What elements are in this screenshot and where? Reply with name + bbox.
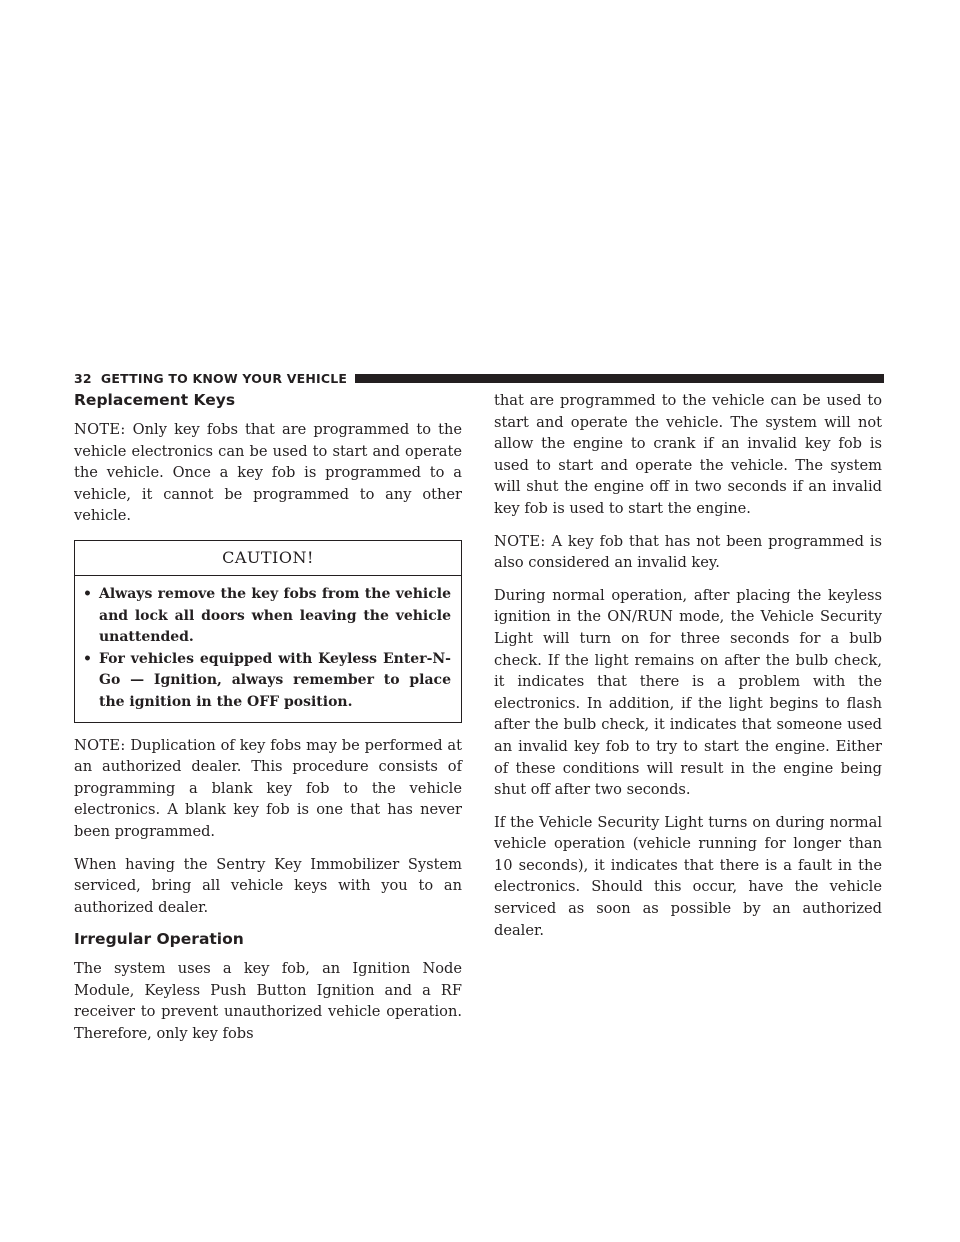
note-label: NOTE: [74, 736, 126, 754]
service-paragraph: When having the Sentry Key Immobilizer System serviced, bring all vehicle keys with you to an authorized dealer. [74, 855, 462, 916]
caution-list [75, 576, 461, 722]
irregular-operation-heading: Irregular Operation [74, 930, 244, 949]
header-rule [355, 374, 884, 383]
invalid-key-note [494, 531, 882, 574]
note-label: NOTE: [494, 532, 546, 550]
replacement-keys-note [74, 419, 462, 527]
bullet-icon: • [83, 650, 92, 667]
note-text: A key fob that has not been programmed is also considered an invalid key. [494, 532, 882, 572]
continuation-paragraph: that are programmed to the vehicle can be used to start and operate the vehicle. The system will not allow the engine to crank if an invalid key fob is used to start and operate the vehicle. The system will shut the engine off in two seconds if an invalid key fob is used to start the engine. [494, 392, 882, 517]
section-title: GETTING TO KNOW YOUR VEHICLE [100, 370, 348, 386]
page-number: 32 [74, 370, 92, 386]
page-header [74, 370, 884, 386]
caution-item [83, 584, 451, 649]
irregular-operation-text: The system uses a key fob, an Ignition Node Module, Keyless Push Button Ignition and a RF receiver to prevent unauthorized vehicle operation. Therefore, only key fobs [74, 960, 462, 1043]
note-label: NOTE: [74, 421, 126, 438]
normal-operation-paragraph: During normal operation, after placing the keyless ignition in the ON/RUN mode, the Vehicle Security Light will turn on for three seconds for a bulb check. If the light remains on after the bulb check, it indicates that there is a problem with the electronics. In addition, if the light begins to flash after the bulb check, it indicates that someone used an invalid key fob to try to start the engine. Either of these conditions will result in the engine being shut off after two seconds. [494, 586, 882, 799]
note-text: Only key fobs that are programmed to the vehicle electronics can be used to start and operate the vehicle. Once a key fob is programmed to a vehicle, it cannot be programmed to any other vehicle. [74, 421, 462, 525]
replacement-keys-heading: Replacement Keys [74, 391, 236, 409]
security-light-paragraph: If the Vehicle Security Light turns on during normal vehicle operation (vehicle running for longer than 10 seconds), it indicates that there is a fault in the electronics. Should this occur, have the vehicle serviced as soon as possible by an authorized dealer. [494, 813, 882, 939]
bullet-icon: • [83, 585, 92, 602]
page-header-text [74, 371, 347, 386]
caution-item [83, 649, 451, 714]
caution-item-text: Always remove the key fobs from the vehicle and lock all doors when leaving the vehicle unattended. [99, 585, 451, 646]
caution-title: CAUTION! [75, 541, 461, 576]
left-column [74, 390, 462, 1056]
note-text: Duplication of key fobs may be performed at an authorized dealer. This procedure consists of programming a blank key fob to the vehicle electronics. A blank key fob is one that has never been programmed. [74, 736, 463, 840]
duplication-note [74, 735, 462, 843]
caution-item-text: For vehicles equipped with Keyless Enter-N-Go — Ignition, always remember to place the ignition in the OFF position. [99, 650, 451, 710]
right-column [494, 390, 882, 952]
caution-box [74, 540, 462, 723]
